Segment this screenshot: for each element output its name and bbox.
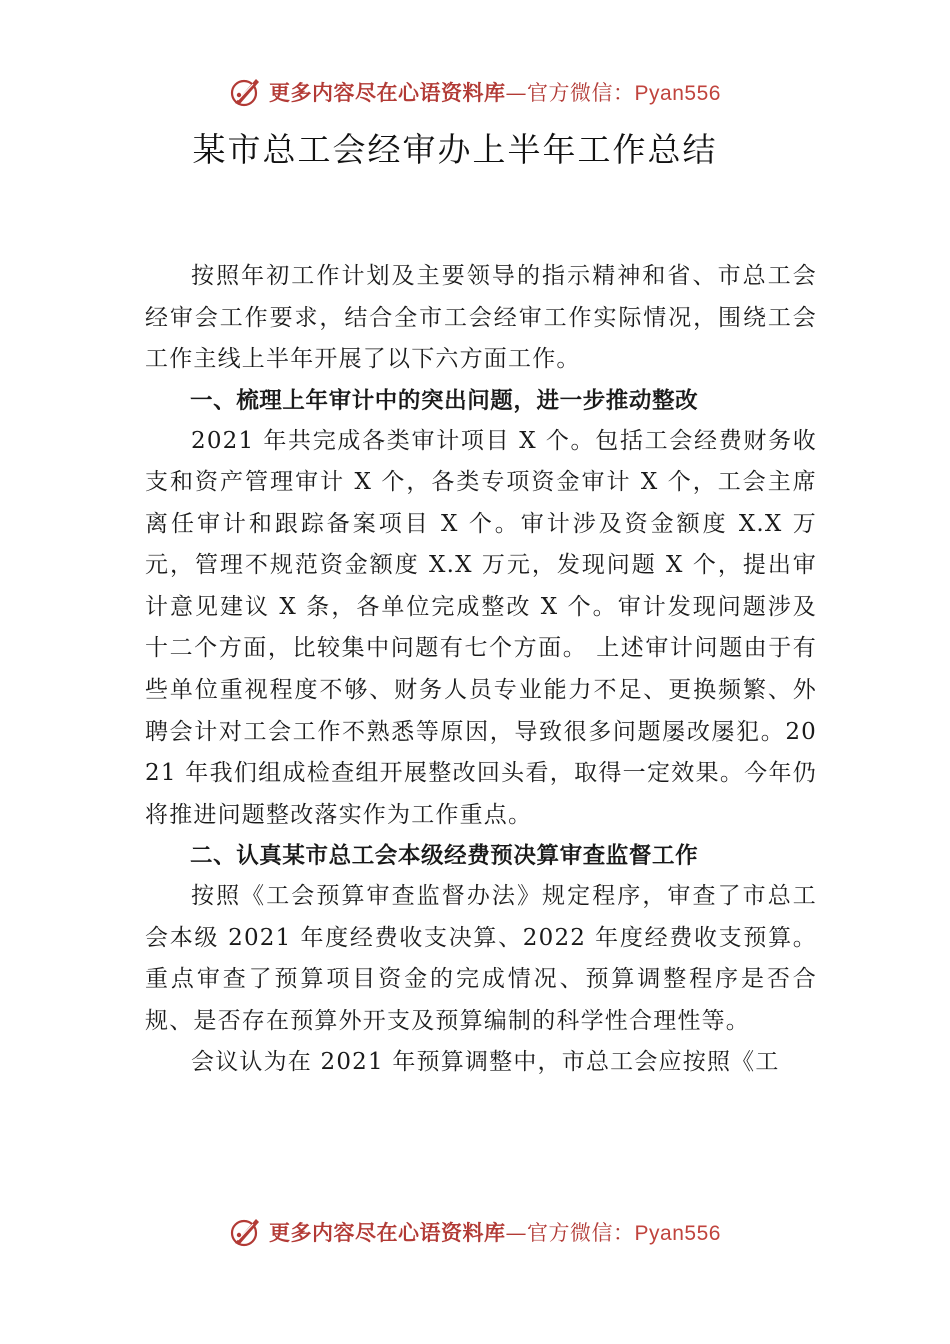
banner-dash: — bbox=[505, 1221, 528, 1245]
quill-pen-logo-icon bbox=[229, 1215, 263, 1249]
quill-pen-logo-icon bbox=[229, 75, 263, 109]
banner-wechat-label: 官方微信： bbox=[527, 1221, 635, 1245]
document-title: 某市总工会经审办上半年工作总结 bbox=[192, 130, 718, 169]
document-body bbox=[145, 256, 817, 1084]
section1-paragraph: 2021 年共完成各类审计项目 X 个。包括工会经费财务收支和资产管理审计 X 个，各类专项资金审计 X 个，工会主席离任审计和跟踪备案项目 X 个。审计涉及资金额度 X.X 万元，管理不规范资金额度 X.X 万元，发现问题 X 个，提出审计意见建议 X 条，各单位完成整改 X 个。审计发现问题涉及十二个方面，比较集中问题有七个方面。 上述审计问题由于有些单位重视程度不够、财务人员专业能力不足、更换频繁、外聘会计对工会工作不熟悉等原因，导致很多问题屡改屡犯。2021 年我们组成检查组开展整改回头看，取得一定效果。今年仍将推进问题整改落实作为工作重点。 bbox=[145, 427, 817, 828]
section2-paragraph: 按照《工会预算审查监督办法》规定程序，审查了市总工会本级 2021 年度经费收支决算、2022 年度经费收支预算。重点审查了预算项目资金的完成情况、预算调整程序是否合规、是否存在预算外开支及预算编制的科学性合理性等。 bbox=[145, 883, 817, 1034]
banner-text bbox=[269, 77, 721, 107]
banner-dash: — bbox=[505, 81, 528, 105]
header-banner bbox=[0, 72, 950, 112]
banner-main-text: 更多内容尽在心语资料库 bbox=[269, 80, 506, 105]
section2-paragraph-2: 会议认为在 2021 年预算调整中，市总工会应按照《工 bbox=[191, 1049, 780, 1076]
footer-banner bbox=[0, 1212, 950, 1252]
banner-main-text: 更多内容尽在心语资料库 bbox=[269, 1220, 506, 1245]
banner-wechat-label: 官方微信： bbox=[527, 81, 635, 105]
banner-wechat-id: Pyan556 bbox=[634, 1222, 721, 1245]
intro-paragraph: 按照年初工作计划及主要领导的指示精神和省、市总工会经审会工作要求，结合全市工会经审工作实际情况，围绕工会工作主线上半年开展了以下六方面工作。 bbox=[145, 263, 817, 372]
section2-heading: 二、认真某市总工会本级经费预决算审查监督工作 bbox=[190, 843, 699, 870]
banner-wechat-id: Pyan556 bbox=[634, 82, 721, 105]
banner-text bbox=[269, 1217, 721, 1247]
section1-heading: 一、梳理上年审计中的突出问题，进一步推动整改 bbox=[190, 387, 699, 414]
